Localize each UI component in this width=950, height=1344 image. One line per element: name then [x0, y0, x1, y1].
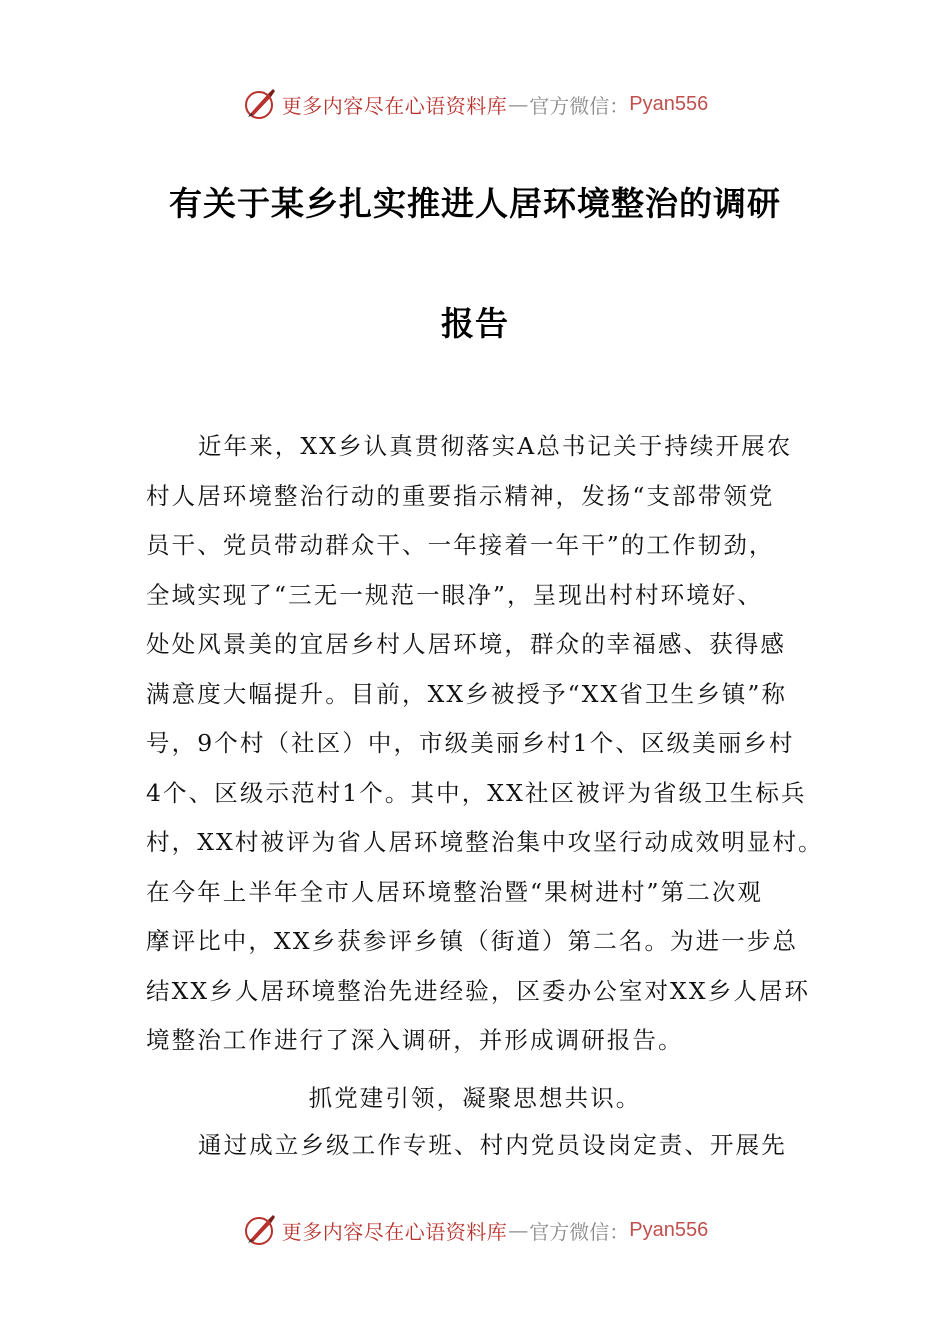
document-paragraph-1	[146, 422, 824, 1066]
paragraph-line: 近年来，XX乡认真贯彻落实A总书记关于持续开展农	[198, 432, 793, 460]
paragraph-line: 在今年上半年全市人居环境整治暨“果树进村”第二次观	[146, 877, 764, 906]
paragraph-line: 摩评比中，XX乡获参评乡镇（街道）第二名。为进一步总	[146, 927, 799, 955]
document-title-line-2: 报告	[441, 304, 509, 343]
paragraph-line: 满意度大幅提升。目前，XX乡被授予“XX省卫生乡镇”称	[146, 679, 788, 708]
document-paragraph-2	[146, 1121, 810, 1171]
paragraph-line: 村，XX村被评为省人居环境整治集中攻坚行动成效明显村。	[146, 828, 824, 856]
paragraph-line: 全域实现了“三无一规范一眼净”，呈现出村村环境好、	[146, 580, 764, 609]
paragraph-line: 境整治工作进行了深入调研，并形成调研报告。	[146, 1026, 684, 1054]
paragraph-line: 村人居环境整治行动的重要指示精神，发扬“支部带领党	[146, 481, 775, 510]
watermark-wechat-id: Pyan556	[629, 92, 709, 115]
quill-pen-icon	[242, 1212, 278, 1248]
watermark-wechat-label: 官方微信：	[529, 93, 630, 118]
watermark-dash: —	[508, 1218, 529, 1242]
watermark-brand-text: 更多内容尽在心语资料库	[281, 93, 508, 118]
watermark-brand-text: 更多内容尽在心语资料库	[281, 1219, 508, 1244]
paragraph-line: 员干、党员带动群众干、一年接着一年干”的工作韧劲，	[146, 531, 775, 559]
paragraph-line: 号，9个村（社区）中，市级美丽乡村1个、区级美丽乡村	[146, 729, 795, 757]
paragraph-line: 处处风景美的宜居乡村人居环境，群众的幸福感、获得感	[146, 630, 786, 658]
paragraph-line: 通过成立乡级工作专班、村内党员设岗定责、开展先	[198, 1131, 787, 1159]
watermark-wechat-label: 官方微信：	[529, 1219, 630, 1244]
watermark-wechat-id: Pyan556	[629, 1218, 709, 1241]
paragraph-line: 4个、区级示范村1个。其中，XX社区被评为省级卫生标兵	[146, 778, 807, 807]
section-heading: 抓党建引领，凝聚思想共识。	[308, 1084, 642, 1112]
paragraph-line: 结XX乡人居环境整治先进经验，区委办公室对XX乡人居环	[146, 976, 811, 1005]
watermark-dash: —	[508, 92, 529, 116]
watermark-banner-bottom	[0, 1208, 950, 1252]
quill-pen-icon	[242, 86, 278, 122]
watermark-banner-top	[0, 82, 950, 126]
document-title-line-1: 有关于某乡扎实推进人居环境整治的调研	[169, 184, 781, 223]
